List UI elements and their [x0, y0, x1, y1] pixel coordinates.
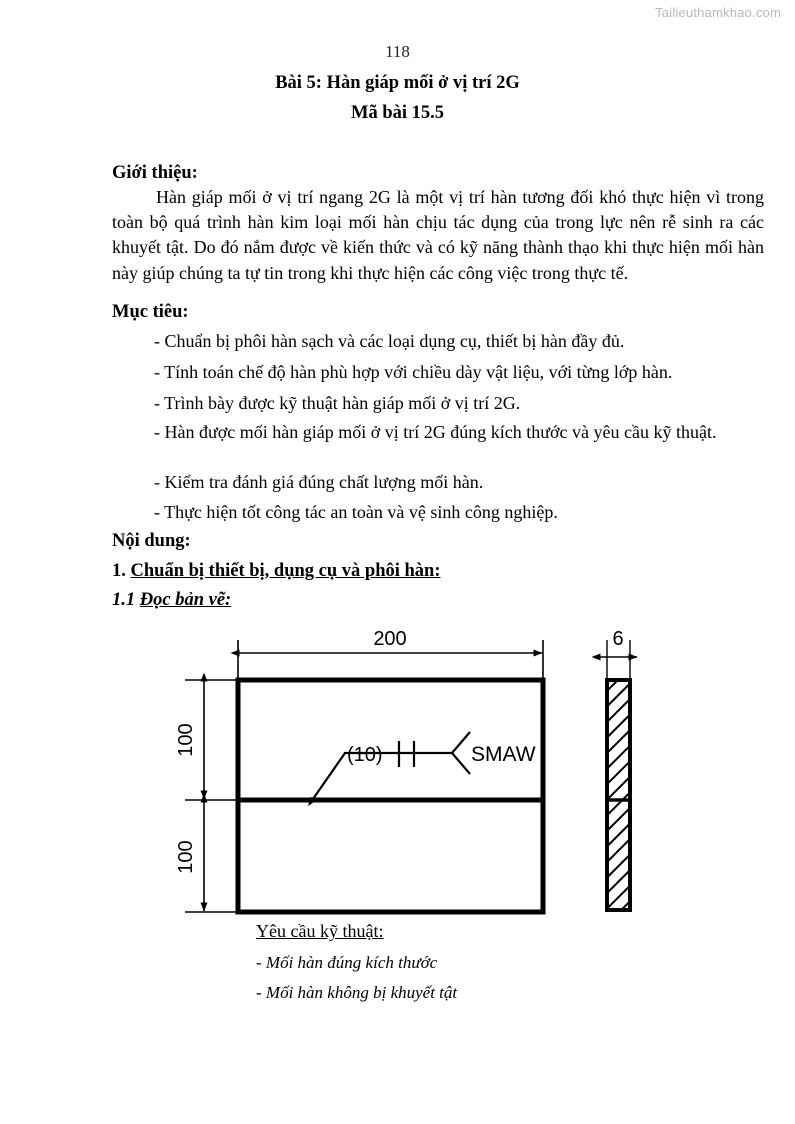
dim-width-label: 200	[373, 628, 407, 650]
objective-heading: Mục tiêu:	[112, 302, 189, 322]
weld-process-label: SMAW	[471, 743, 536, 766]
intro-paragraph	[112, 185, 764, 286]
lesson-code: Mã bài 15.5	[350, 103, 444, 123]
requirement-item: - Mối hàn đúng kích thước	[256, 953, 438, 973]
intro-paragraph-text: Hàn giáp mối ở vị trí ngang 2G là một vị trí hàn tương đối khó thực hiện vì trong toàn bộ quá trình hàn kim loại mối hàn chịu tác dụng của trong lực nên rễ sinh ra các khuyết tật. Do đó nắm được về kiến thức và có kỹ năng thành thạo khi thực hiện mối hàn này giúp chúng ta tự tin trong khi thực hiện các công việc trong thực tế.	[112, 187, 764, 283]
objective-item: - Tính toán chế độ hàn phù hợp với chiều dày vật liệu, với từng lớp hàn.	[154, 362, 673, 382]
requirement-item: - Mối hàn không bị khuyết tật	[256, 983, 458, 1003]
lesson-title: Bài 5: Hàn giáp mối ở vị trí 2G	[275, 73, 520, 93]
watermark-text: Tailieuthamkhao.com	[655, 5, 781, 20]
technical-requirements	[256, 918, 676, 1007]
dim-height-top-label: 100	[175, 723, 197, 757]
objective-item: - Trình bày được kỹ thuật hàn giáp mối ở vị trí 2G.	[154, 393, 521, 413]
content-heading: Nội dung:	[112, 531, 191, 551]
requirements-title-text: Yêu cầu kỹ thuật:	[256, 921, 384, 941]
intro-heading: Giới thiệu:	[112, 163, 198, 183]
section-1-title: Chuẩn bị thiết bị, dụng cụ và phôi hàn:	[130, 561, 441, 581]
requirements-title	[256, 918, 676, 944]
technical-drawing	[0, 612, 795, 932]
objective-item: - Hàn được mối hàn giáp mối ở vị trí 2G đúng kích thước và yêu cầu kỹ thuật.	[154, 422, 717, 442]
section-1-number: 1.	[112, 561, 126, 581]
page-number: 118	[385, 42, 410, 61]
objective-item: - Chuẩn bị phôi hàn sạch và các loại dụng cụ, thiết bị hàn đầy đủ.	[154, 331, 625, 351]
weld-size-label: (10)	[347, 744, 383, 766]
section-1-heading	[112, 560, 764, 583]
section-11-number: 1.1	[112, 590, 136, 610]
section-11-heading	[112, 589, 764, 612]
objective-item: - Kiểm tra đánh giá đúng chất lượng mối hàn.	[154, 472, 484, 492]
dim-thickness-label: 6	[612, 628, 624, 650]
dim-height-bottom-label: 100	[175, 840, 197, 874]
objective-item: - Thực hiện tốt công tác an toàn và vệ sinh công nghiệp.	[154, 502, 558, 522]
section-11-title: Đọc bản vẽ:	[139, 590, 232, 610]
